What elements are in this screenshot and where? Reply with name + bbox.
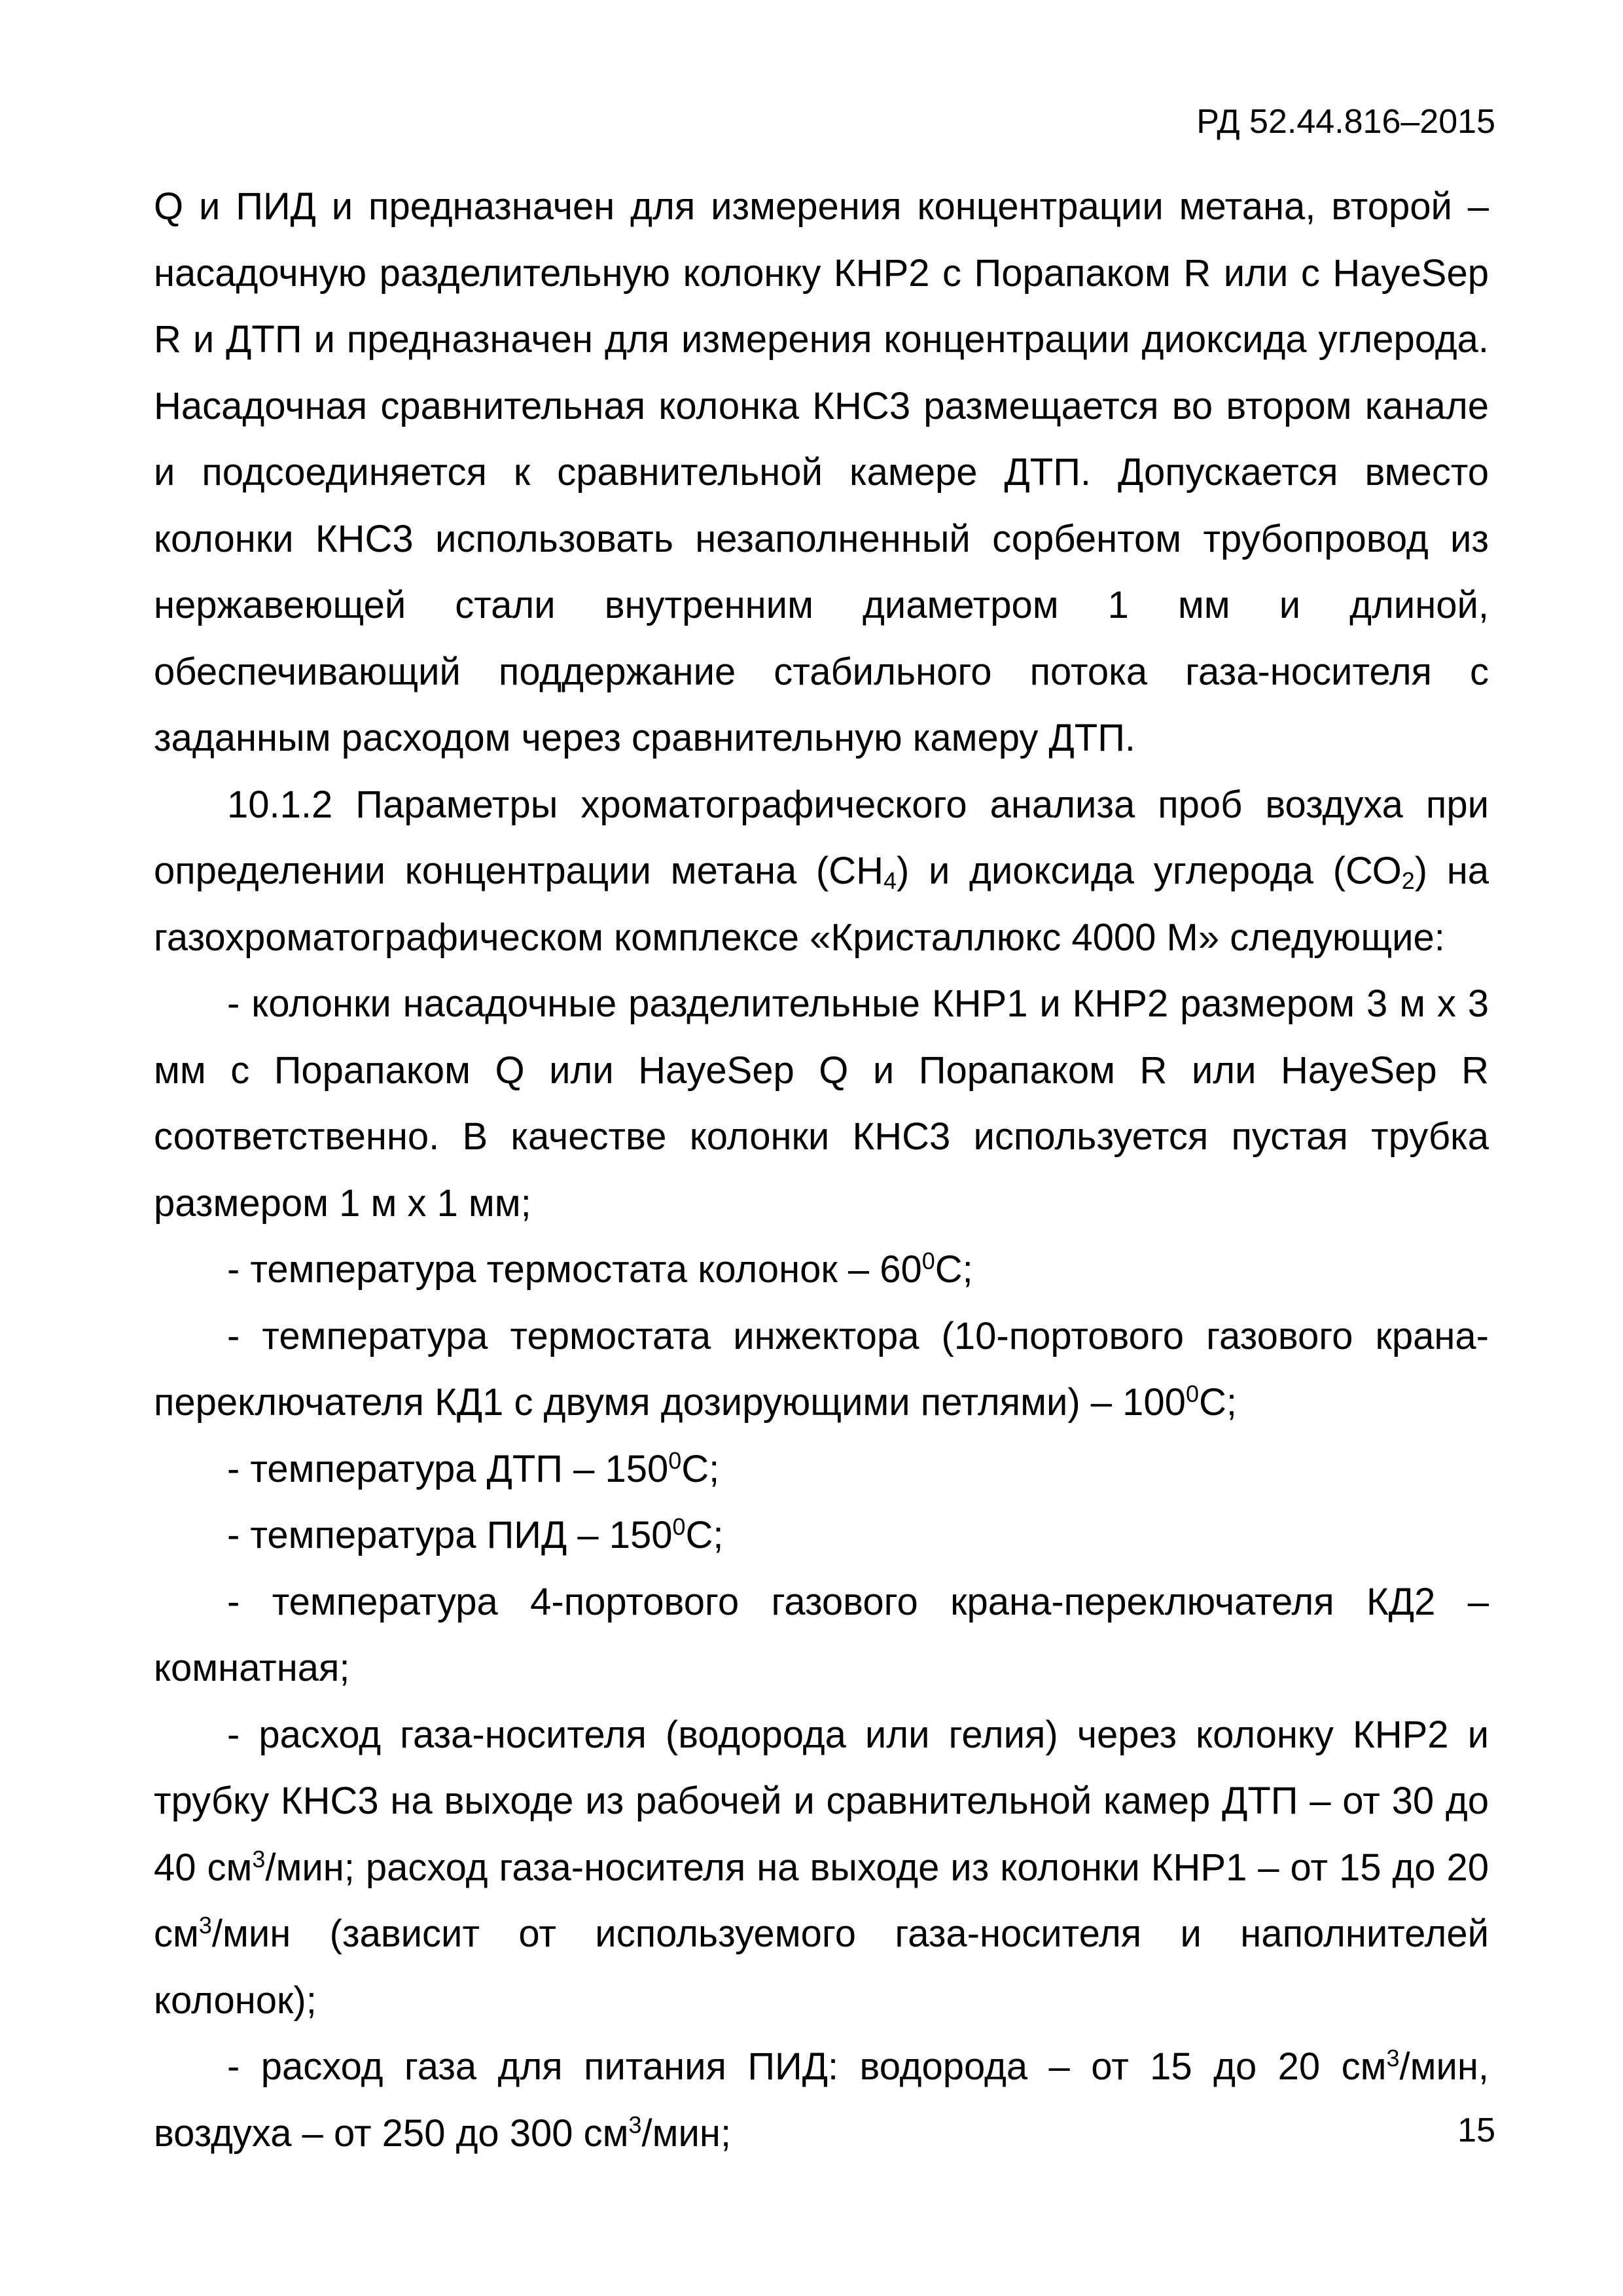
document-code-header: РД 52.44.816–2015 bbox=[1196, 103, 1495, 141]
superscript: 0 bbox=[1185, 1380, 1199, 1408]
superscript: 0 bbox=[672, 1513, 686, 1541]
text-run: /мин; расход газа-носителя на выходе из колонки КНР1 – от 15 до 20 см bbox=[154, 1846, 1489, 1955]
text-run: - температура термостата колонок – 60 bbox=[227, 1248, 922, 1291]
text-run: - температура ДТП – 150 bbox=[227, 1447, 669, 1490]
list-item-dtp-temp bbox=[154, 1436, 1489, 1503]
list-item-column-thermostat-temp bbox=[154, 1236, 1489, 1303]
list-item-pid-temp bbox=[154, 1502, 1489, 1569]
document-body bbox=[154, 173, 1489, 2166]
list-item-pid-gas-flow bbox=[154, 2034, 1489, 2166]
text-run: - температура ПИД – 150 bbox=[227, 1514, 673, 1556]
list-item-injector-temp bbox=[154, 1303, 1489, 1436]
text-run: /мин; bbox=[641, 2111, 732, 2155]
text-run: /мин, воздуха – от 250 до 300 см bbox=[154, 2045, 1489, 2155]
text-run: - расход газа для питания ПИД: водорода – от 15 до 20 см bbox=[227, 2045, 1387, 2088]
text-run: С; bbox=[685, 1514, 724, 1556]
text-run: /мин (зависит от используемого газа-носителя и наполнителей колонок); bbox=[154, 1912, 1489, 2022]
superscript: 3 bbox=[1386, 2045, 1400, 2072]
text-run: С; bbox=[935, 1248, 973, 1291]
superscript: 3 bbox=[198, 1912, 212, 1939]
text-run: - температура термостата инжектора (10-портового газового крана-переключателя КД1 с двумя дозирующими петлями) – 100 bbox=[154, 1314, 1489, 1424]
paragraph-column-description: Q и ПИД и предназначен для измерения концентрации метана, второй – насадочную разделительную колонку КНР2 с Порапаком R или с HayeSep R и ДТП и предназначен для измерения концентрации диоксида углерода. Насадочная сравнительная колонка КНС3 размещается во втором канале и подсоединяется к сравнительной камере ДТП. Допускается вместо колонки КНС3 использовать незаполненный сорбентом трубопровод из нержавеющей стали внутренним диаметром 1 мм и длиной, обеспечивающий поддержание стабильного потока газа-носителя с заданным расходом через сравнительную камеру ДТП. bbox=[154, 185, 1489, 759]
superscript: 3 bbox=[628, 2111, 642, 2138]
subscript: 2 bbox=[1401, 867, 1415, 894]
page-number: 15 bbox=[1457, 2111, 1495, 2149]
superscript: 0 bbox=[668, 1446, 682, 1474]
list-item-valve-temp: - температура 4-портового газового крана-переключателя КД2 – комнатная; bbox=[154, 1580, 1489, 1689]
paragraph-analysis-parameters bbox=[154, 772, 1489, 971]
text-run: ) на газохроматографическом комплексе «Кристаллюкс 4000 М» следующие: bbox=[154, 850, 1489, 959]
text-run: 10.1.2 Параметры хроматографического анализа проб воздуха при определении концентрации метана (СН bbox=[154, 783, 1489, 892]
text-run: - расход газа-носителя (водорода или гелия) через колонку КНР2 и трубку КНС3 на выходе из рабочей и сравнительной камер ДТП – от 30 до 40 см bbox=[154, 1713, 1489, 1889]
list-item-carrier-gas-flow bbox=[154, 1702, 1489, 2034]
subscript: 4 bbox=[883, 867, 897, 894]
text-run: С; bbox=[1198, 1381, 1237, 1424]
text-run: С; bbox=[681, 1447, 720, 1490]
superscript: 0 bbox=[921, 1247, 935, 1275]
text-run: ) и диоксида углерода (СО bbox=[897, 850, 1402, 892]
list-item-columns: - колонки насадочные разделительные КНР1 и КНР2 размером 3 м х 3 мм с Порапаком Q или HayeSep Q и Порапаком R или HayeSep R соответственно. В качестве колонки КНС3 используется пустая трубка размером 1 м х 1 мм; bbox=[154, 982, 1489, 1225]
superscript: 3 bbox=[252, 1845, 266, 1873]
